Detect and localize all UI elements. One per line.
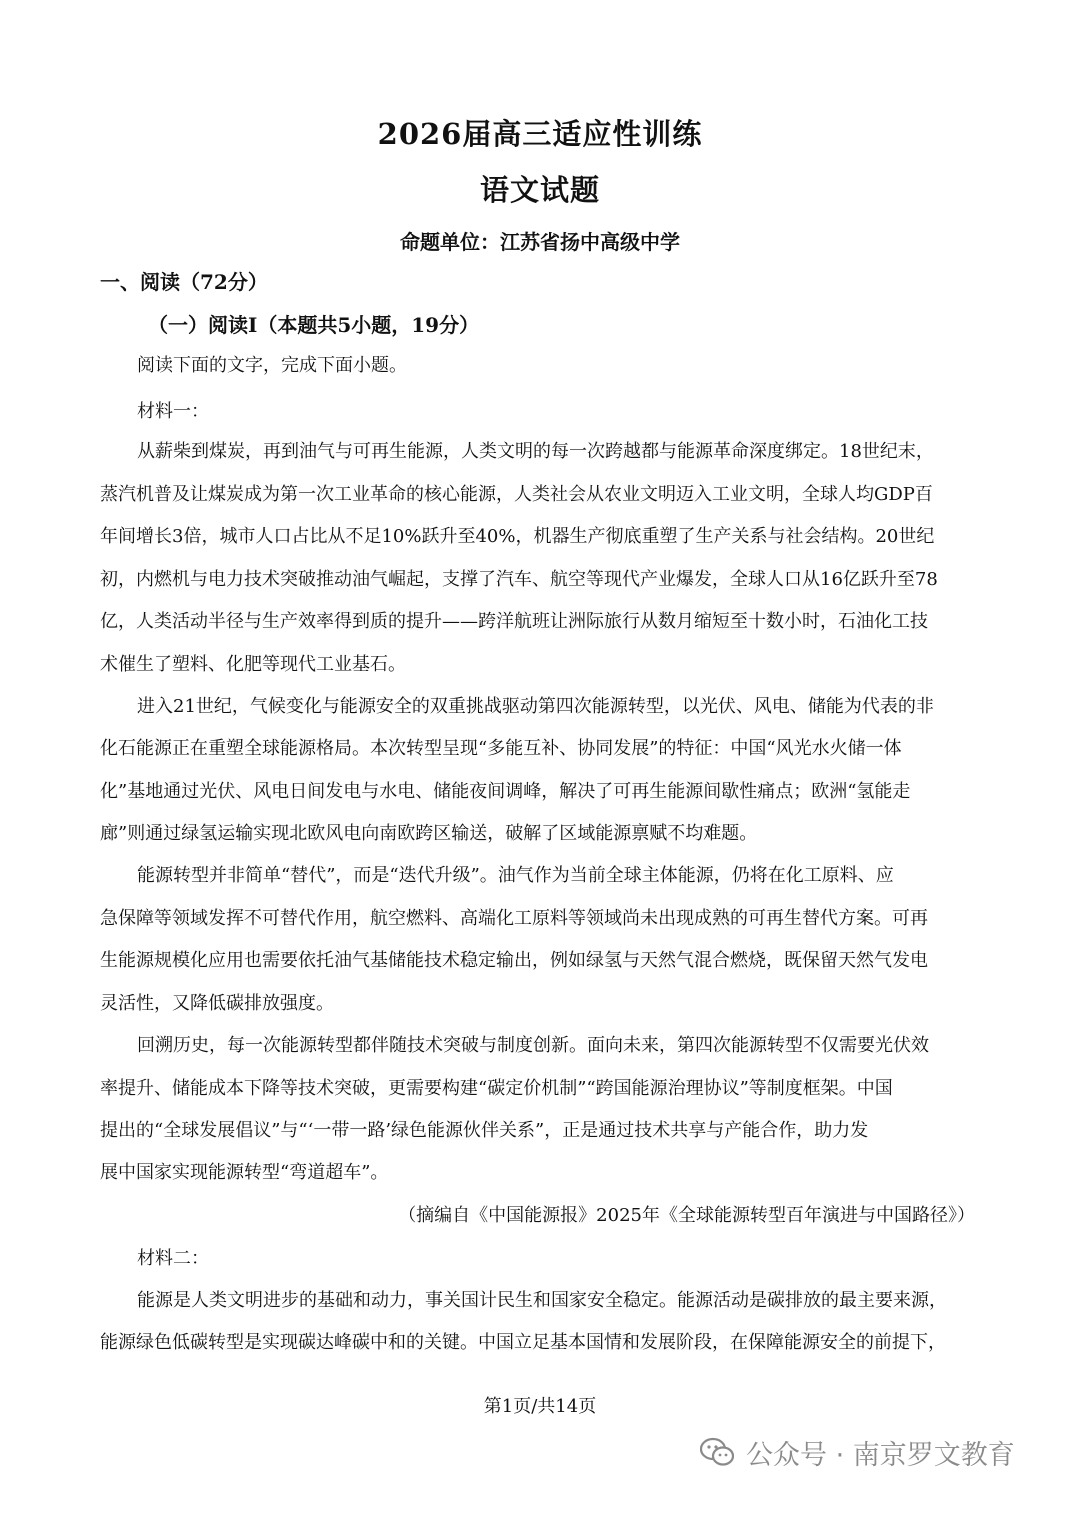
- watermark: [700, 1430, 1015, 1474]
- material1-label: 材料一：: [137, 401, 209, 422]
- subsection-heading: （一）阅读Ⅰ（本题共5小题，19分）: [148, 313, 480, 337]
- paragraph-line: 灵活性，又降低碳排放强度。: [100, 993, 334, 1014]
- paragraph-line: 能源转型并非简单“替代”，而是“迭代升级”。油气作为当前全球主体能源，仍将在化工原料、应: [137, 865, 894, 886]
- paragraph-line: 蒸汽机普及让煤炭成为第一次工业革命的核心能源，人类社会从农业文明迈入工业文明，全球人均GDP百: [100, 484, 933, 505]
- paragraph-line: 从薪柴到煤炭，再到油气与可再生能源，人类文明的每一次跨越都与能源革命深度绑定。18世纪末，: [137, 441, 934, 462]
- paragraph-line: 能源是人类文明进步的基础和动力，事关国计民生和国家安全稳定。能源活动是碳排放的最主要来源，: [137, 1290, 947, 1311]
- wechat-icon: [700, 1437, 734, 1467]
- author-unit: 命题单位：江苏省扬中高级中学: [400, 230, 680, 254]
- paragraph-line: 展中国家实现能源转型“弯道超车”。: [100, 1162, 389, 1183]
- exam-subtitle: 语文试题: [479, 173, 600, 207]
- paragraph-line: 初，内燃机与电力技术突破推动油气崛起，支撑了汽车、航空等现代产业爆发，全球人口从16亿跃升至78: [100, 569, 938, 590]
- paragraph-line: 廊”则通过绿氢运输实现北欧风电向南欧跨区输送，破解了区域能源禀赋不均难题。: [100, 823, 758, 844]
- paragraph-line: 化”基地通过光伏、风电日间发电与水电、储能夜间调峰，解决了可再生能源间歇性痛点；欧洲“氢能走: [100, 781, 911, 802]
- page-number: 第1页/共14页: [483, 1396, 597, 1417]
- paragraph-line: 年间增长3倍，城市人口占比从不足10%跃升至40%，机器生产彻底重塑了生产关系与社会结构。20世纪: [100, 526, 935, 547]
- paragraph-line: 术催生了塑料、化肥等现代工业基石。: [100, 654, 406, 675]
- paragraph-line: 回溯历史，每一次能源转型都伴随技术突破与制度创新。面向未来，第四次能源转型不仅需要光伏效: [137, 1035, 929, 1056]
- paragraph-line: 生能源规模化应用也需要依托油气基储能技术稳定输出，例如绿氢与天然气混合燃烧，既保留天然气发电: [100, 950, 928, 971]
- exam-title: 2026届高三适应性训练: [377, 117, 703, 151]
- paragraph-line: 进入21世纪，气候变化与能源安全的双重挑战驱动第四次能源转型，以光伏、风电、储能为代表的非: [137, 696, 934, 717]
- paragraph-line: 能源绿色低碳转型是实现碳达峰碳中和的关键。中国立足基本国情和发展阶段，在保障能源安全的前提下，: [100, 1332, 946, 1353]
- watermark-text: 公众号 · 南京罗文教育: [746, 1439, 1015, 1471]
- section-heading: 一、阅读（72分）: [100, 270, 268, 294]
- paragraph-line: 亿，人类活动半径与生产效率得到质的提升——跨洋航班让洲际旅行从数月缩短至十数小时，石油化工技: [100, 611, 928, 632]
- paragraph-line: 化石能源正在重塑全球能源格局。本次转型呈现“多能互补、协同发展”的特征：中国“风光水火储一体: [100, 738, 902, 759]
- paragraph-line: 提出的“全球发展倡议”与“‘一带一路’绿色能源伙伴关系”，正是通过技术共享与产能合作，助力发: [100, 1120, 869, 1141]
- material1-source: （摘编自《中国能源报》2025年《全球能源转型百年演进与中国路径》）: [398, 1205, 975, 1226]
- paragraph-line: 率提升、储能成本下降等技术突破，更需要构建“碳定价机制”“跨国能源治理协议”等制度框架。中国: [100, 1078, 893, 1099]
- material2-label: 材料二：: [137, 1248, 209, 1269]
- instruction: 阅读下面的文字，完成下面小题。: [137, 355, 407, 376]
- paragraph-line: 急保障等领域发挥不可替代作用，航空燃料、高端化工原料等领域尚未出现成熟的可再生替代方案。可再: [100, 908, 928, 929]
